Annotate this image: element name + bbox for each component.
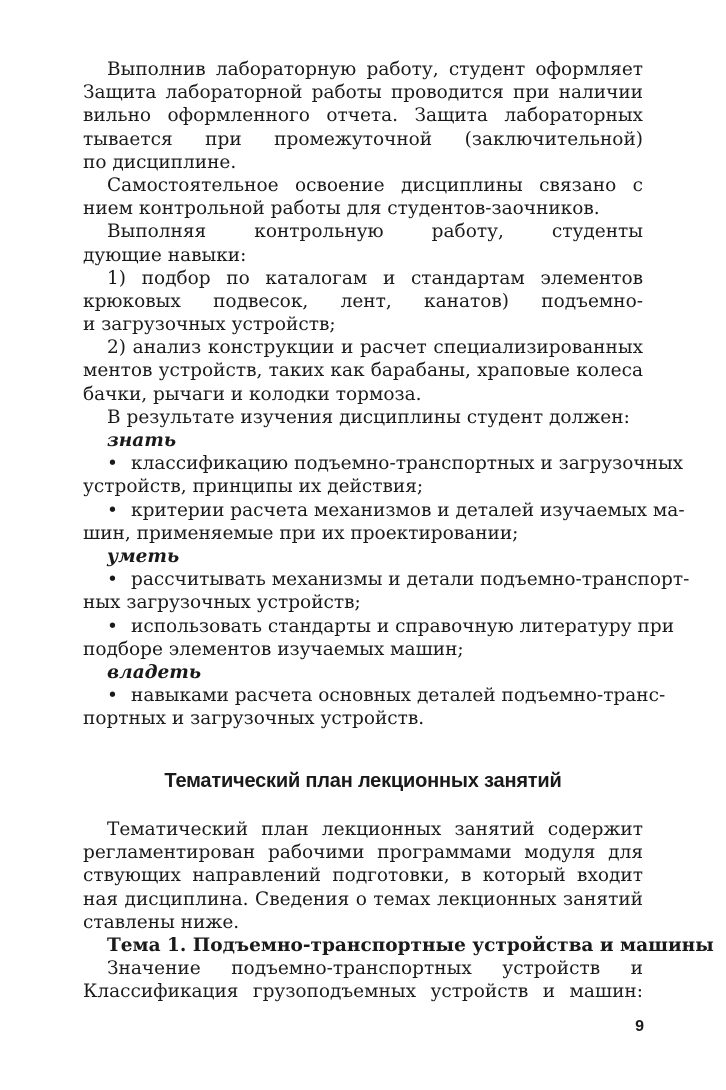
paragraph-line: тывается при промежуточной (заключительной) — [83, 128, 643, 150]
list-item-line: ментов устройств, таких как барабаны, храповые колеса — [83, 360, 643, 382]
bullet-line — [83, 499, 685, 522]
list-item-line: бачки, рычаги и колодки тормоза. — [83, 383, 422, 405]
bullet-text: критерии расчета механизмов и деталей изучаемых ма- — [131, 499, 685, 521]
bullet-icon: • — [107, 569, 118, 591]
list-item-line: 2) анализ конструкции и расчет специализированных — [107, 337, 643, 359]
paragraph-line: нием контрольной работы для студентов-заочников. — [83, 198, 600, 220]
bullet-text: классификацию подъемно-транспортных и загрузочных — [131, 453, 684, 475]
paragraph-line: вильно оформленного отчета. Защита лабораторных — [83, 105, 643, 127]
paragraph-line: Выполнив лабораторную работу, студент оформляет — [107, 59, 643, 80]
competency-heading-master: владеть — [107, 661, 202, 683]
bullet-text: использовать стандарты и справочную литературу при — [131, 615, 675, 637]
bullet-icon: • — [107, 615, 118, 637]
bullet-line — [83, 568, 690, 591]
paragraph-line: Выполняя контрольную работу, студенты — [107, 221, 643, 243]
bullet-line — [83, 615, 675, 638]
bullet-text: рассчитывать механизмы и детали подъемно-транспорт- — [131, 569, 690, 591]
paragraph-line: ставлены ниже. — [83, 911, 240, 933]
paragraph-line: Защита лабораторной работы проводится при наличии — [83, 82, 643, 104]
bullet-continuation: подборе элементов изучаемых машин; — [83, 638, 464, 660]
paragraph-line: ствующих направлений подготовки, в который входит — [83, 865, 643, 887]
bullet-continuation: ных загрузочных устройств; — [83, 592, 361, 614]
page-number: 9 — [635, 1018, 644, 1035]
competency-heading-can: уметь — [107, 545, 180, 567]
bullet-line — [83, 684, 666, 707]
bullet-continuation: устройств, принципы их действия; — [83, 476, 424, 498]
paragraph-line: дующие навыки: — [83, 244, 247, 266]
paragraph-line: регламентирован рабочими программами модуля для — [83, 842, 643, 864]
paragraph-line: В результате изучения дисциплины студент должен: — [107, 406, 630, 428]
paragraph-line: ная дисциплина. Сведения о темах лекционных занятий — [83, 888, 643, 910]
bullet-continuation: портных и загрузочных устройств. — [83, 708, 425, 730]
competency-heading-know: знать — [107, 430, 177, 451]
intro-text-block — [83, 58, 690, 730]
paragraph-line: Классификация грузоподъемных устройств и машин: — [83, 981, 643, 1003]
paragraph-line: по дисциплине. — [83, 151, 237, 173]
bullet-icon: • — [107, 499, 118, 521]
section-heading: Тематический план лекционных занятий — [164, 770, 562, 792]
bullet-text: навыками расчета основных деталей подъемно-транс- — [131, 685, 666, 707]
paragraph-line: Самостоятельное освоение дисциплины связано с — [107, 174, 643, 196]
list-item-line: 1) подбор по каталогам и стандартам элементов — [107, 267, 643, 289]
paragraph-line: Тематический план лекционных занятий содержит — [107, 819, 643, 840]
paragraph-line: Значение подъемно-транспортных устройств и — [107, 958, 643, 980]
topic-heading: Тема 1. Подъемно-транспортные устройства и машины — [107, 934, 714, 956]
bullet-icon: • — [107, 685, 118, 707]
lecture-plan-text-block — [83, 818, 714, 1004]
bullet-continuation: шин, применяемые при их проектировании; — [83, 522, 519, 544]
list-item-line: и загрузочных устройств; — [83, 314, 336, 336]
bullet-icon: • — [107, 453, 118, 475]
list-item-line: крюковых подвесок, лент, канатов) подъемно- — [83, 290, 643, 312]
bullet-line — [83, 452, 684, 475]
